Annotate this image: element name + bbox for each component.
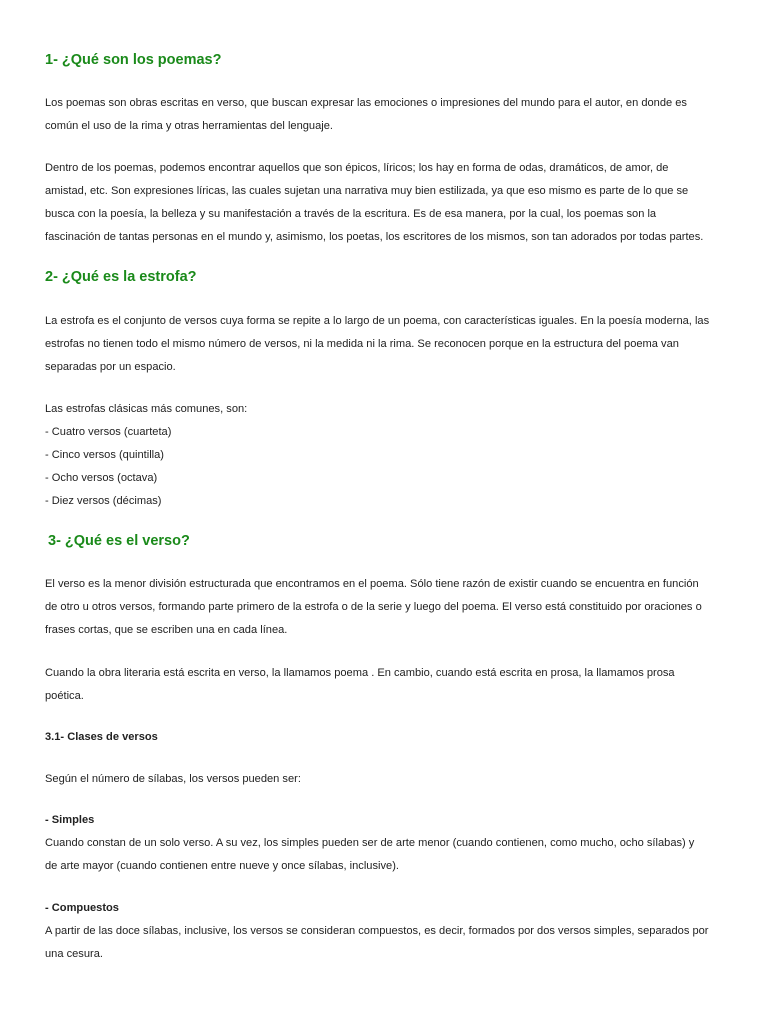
text-line: separadas por un espacio.	[45, 361, 176, 373]
text-line: frases cortas, que se escriben una en cada línea.	[45, 624, 288, 636]
heading-que-es-el-verso: 3- ¿Qué es el verso?	[48, 533, 190, 549]
text-line: de otro u otros versos, formando parte primero de la estrofa o de la serie y luego del poema. El verso está constituido por oraciones o	[45, 601, 702, 613]
text-line: amistad, etc. Son expresiones líricas, las cuales sujetan una narrativa muy bien estilizada, ya que eso mismo es parte de lo que se	[45, 185, 689, 197]
text-line: común el uso de la rima y otras herramientas del lenguaje.	[45, 120, 333, 132]
text-line: Los poemas son obras escritas en verso, que buscan expresar las emociones o impresiones del mundo para el autor, en donde es	[45, 97, 687, 109]
text-line: La estrofa es el conjunto de versos cuya forma se repite a lo largo de un poema, con características iguales. En la poesía moderna, las	[45, 315, 710, 327]
subheading-clases-de-versos: 3.1- Clases de versos	[45, 731, 158, 743]
paragraph-verso-prosa	[45, 662, 727, 708]
text-line: Cuando la obra literaria está escrita en verso, la llamamos poema . En cambio, cuando está escrita en prosa, la llamamos prosa	[45, 667, 675, 679]
paragraph-verso-definicion	[45, 573, 727, 642]
text-line: fascinación de tantas personas en el mundo y, asimismo, los poetas, los escritores de los mismos, son tan adorados por todas partes.	[45, 231, 704, 243]
text-line: estrofas no tienen todo el mismo número de versos, ni la medida ni la rima. Se reconocen porque en la estructura del poema van	[45, 338, 679, 350]
heading-que-es-la-estrofa: 2- ¿Qué es la estrofa?	[45, 269, 197, 285]
label-compuestos: - Compuestos	[45, 902, 119, 914]
list-intro: Las estrofas clásicas más comunes, son:	[45, 403, 248, 415]
estrofas-list	[45, 421, 171, 513]
text-line: El verso es la menor división estructurada que encontramos en el poema. Sólo tiene razón de existir cuando se encuentra en función	[45, 578, 699, 590]
text-line: una cesura.	[45, 948, 103, 960]
text-line: Cuando constan de un solo verso. A su vez, los simples pueden ser de arte menor (cuando contienen, como mucho, ocho sílabas) y	[45, 837, 695, 849]
paragraph-estrofa-definicion	[45, 310, 727, 379]
paragraph-compuestos	[45, 920, 727, 966]
paragraph-simples	[45, 832, 727, 878]
list-item: - Cinco versos (quintilla)	[45, 449, 164, 461]
label-simples: - Simples	[45, 814, 95, 826]
text-line: Dentro de los poemas, podemos encontrar aquellos que son épicos, líricos; los hay en forma de odas, dramáticos, de amor, de	[45, 162, 669, 174]
text-line: de arte mayor (cuando contienen entre nueve y once sílabas, inclusive).	[45, 860, 399, 872]
list-item: - Ocho versos (octava)	[45, 472, 158, 484]
text-line: poética.	[45, 690, 84, 702]
list-item: - Diez versos (décimas)	[45, 495, 162, 507]
paragraph-poemas-definicion	[45, 92, 727, 138]
heading-que-son-los-poemas: 1- ¿Qué son los poemas?	[45, 52, 222, 68]
list-item: - Cuatro versos (cuarteta)	[45, 426, 172, 438]
paragraph-poemas-tipos	[45, 157, 727, 249]
paragraph-silabas: Según el número de sílabas, los versos pueden ser:	[45, 773, 301, 785]
text-line: busca con la poesía, la belleza y su manifestación a través de la escritura. Es de esa manera, por la cual, los poemas son la	[45, 208, 657, 220]
text-line: A partir de las doce sílabas, inclusive, los versos se consideran compuestos, es decir, formados por dos versos simples, separados por	[45, 925, 709, 937]
